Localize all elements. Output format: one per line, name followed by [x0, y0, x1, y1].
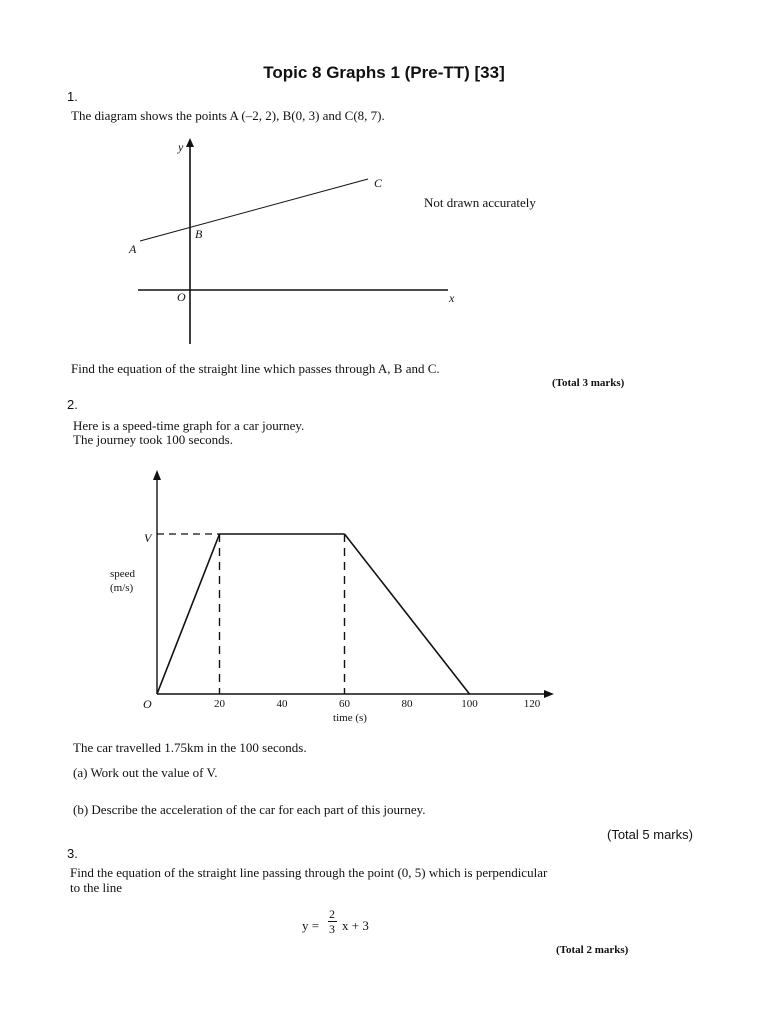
- diagram-y-arrow-icon: [186, 138, 194, 147]
- diagram-x-label: x: [449, 291, 455, 305]
- diagram-note: Not drawn accurately: [424, 195, 536, 210]
- question-2-intro-line-1: Here is a speed-time graph for a car journey.: [73, 418, 305, 433]
- question-2-marks: (Total 5 marks): [607, 827, 693, 842]
- chart-y-tick-label: V: [144, 531, 152, 545]
- chart-x-tick-label: 120: [523, 698, 541, 710]
- diagram-line-abc: [140, 179, 368, 241]
- chart-x-arrow-icon: [544, 690, 554, 698]
- question-2-part-b: (b) Describe the acceleration of the car for each part of this journey.: [73, 802, 426, 817]
- chart-ylabel-line-2: (m/s): [110, 582, 134, 594]
- chart-segment: [345, 534, 470, 694]
- chart-x-tick-label: 40: [276, 698, 288, 710]
- diagram-point-a-label: A: [129, 242, 137, 256]
- question-1-diagram: [120, 132, 480, 350]
- question-3-marks: (Total 2 marks): [556, 944, 629, 956]
- diagram-point-c-label: C: [374, 176, 383, 190]
- equation-numerator: 2: [329, 907, 335, 921]
- chart-x-tick-label: 80: [401, 698, 413, 710]
- question-1-prompt: Find the equation of the straight line which passes through A, B and C.: [71, 361, 440, 376]
- question-3-line-2: to the line: [70, 880, 122, 895]
- question-2-number: 2.: [67, 397, 78, 412]
- page-title: Topic 8 Graphs 1 (Pre-TT) [33]: [263, 63, 505, 82]
- chart-y-arrow-icon: [153, 470, 161, 480]
- chart-origin-label: O: [143, 697, 152, 711]
- question-2-intro-line-2: The journey took 100 seconds.: [73, 432, 233, 447]
- question-3-number: 3.: [67, 846, 78, 861]
- chart-ylabel-line-1: speed: [110, 568, 136, 580]
- question-3-line-1: Find the equation of the straight line passing through the point (0, 5) which is perpendicular: [70, 865, 548, 880]
- chart-x-tick-label: 100: [461, 698, 478, 710]
- question-1-intro: The diagram shows the points A (–2, 2), B(0, 3) and C(8, 7).: [71, 108, 385, 123]
- chart-x-tick-label: 20: [214, 698, 225, 710]
- diagram-point-b-label: B: [195, 227, 203, 241]
- equation-lhs: y =: [302, 918, 320, 933]
- question-2-part-a: (a) Work out the value of V.: [73, 765, 218, 780]
- chart-x-tick-label: 60: [339, 698, 350, 710]
- question-1-number: 1.: [67, 89, 78, 104]
- question-2-distance-text: The car travelled 1.75km in the 100 seconds.: [73, 740, 307, 755]
- equation-fraction: [325, 908, 339, 935]
- chart-segment: [157, 534, 220, 694]
- diagram-origin-label: O: [177, 290, 186, 304]
- diagram-y-label: y: [178, 140, 184, 154]
- question-1-marks: (Total 3 marks): [552, 377, 625, 389]
- speed-time-chart: [100, 460, 570, 730]
- chart-xlabel: time (s): [333, 712, 367, 724]
- equation-rhs: x + 3: [342, 918, 369, 933]
- equation-denominator: 3: [329, 922, 335, 936]
